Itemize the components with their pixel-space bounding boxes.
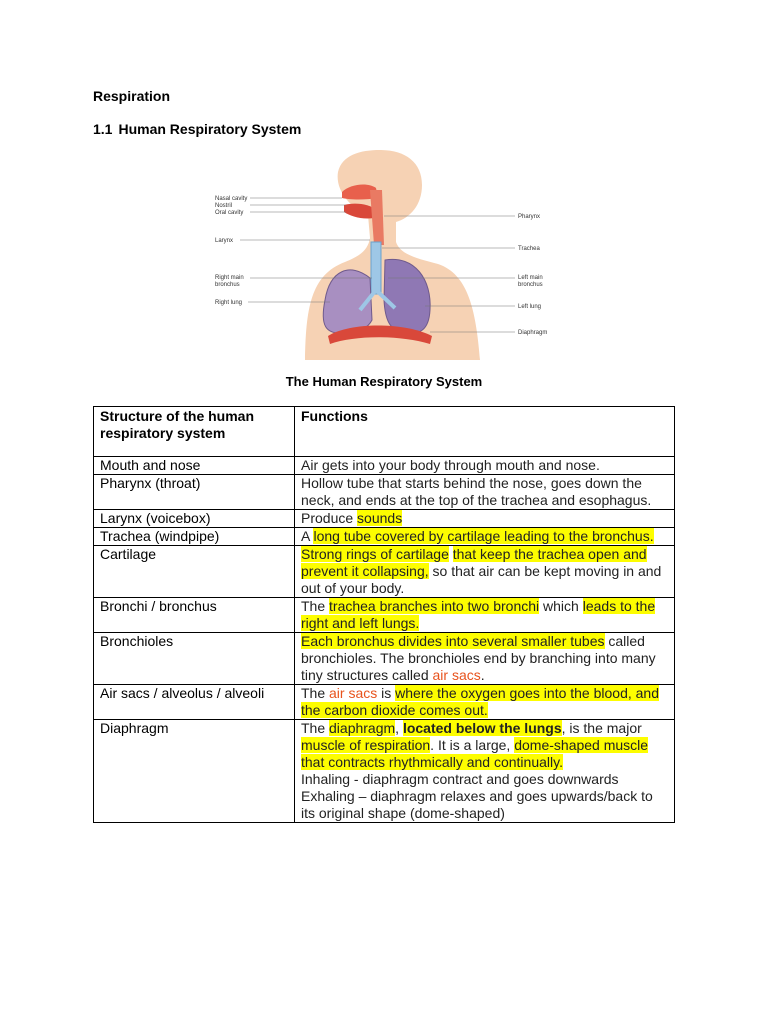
function-cell: Hollow tube that starts behind the nose, goes down the neck, and ends at the top of the trachea and esophagus. xyxy=(295,475,675,510)
function-cell xyxy=(295,598,675,633)
highlight-run: that keep the trachea open and prevent it collapsing, xyxy=(301,546,647,579)
figure-caption: The Human Respiratory System xyxy=(285,374,483,389)
respiratory-system-figure xyxy=(210,150,560,360)
text-run: Produce xyxy=(301,510,358,526)
label-trachea: Trachea xyxy=(518,246,540,252)
label-left-lung: Left lung xyxy=(518,304,542,310)
exhaling-line: Exhaling – diaphragm relaxes and goes upwards/back to its original shape (dome-shaped) xyxy=(301,788,653,821)
highlight-run: long tube covered by cartilage leading to the bronchus. xyxy=(313,528,654,544)
label-left-bronchus: bronchus xyxy=(518,282,543,288)
highlight-run: trachea branches into two bronchi xyxy=(329,598,540,614)
structure-cell: Mouth and nose xyxy=(94,457,295,475)
highlight-run: Each bronchus divides into several smaller tubes xyxy=(301,633,605,649)
table-row xyxy=(94,528,675,546)
respiratory-table xyxy=(93,406,675,823)
red-text-run: air sacs xyxy=(329,685,378,701)
label-oral-cavity: Oral cavity xyxy=(215,210,244,216)
header-structure: Structure of the human respiratory system xyxy=(94,407,295,457)
text-run: is xyxy=(377,685,396,701)
table-row xyxy=(94,510,675,528)
label-larynx: Larynx xyxy=(215,238,234,244)
label-nasal-cavity: Nasal cavity xyxy=(215,196,248,202)
structure-cell: Cartilage xyxy=(94,546,295,598)
structure-cell: Pharynx (throat) xyxy=(94,475,295,510)
function-cell xyxy=(295,510,675,528)
function-cell xyxy=(295,528,675,546)
text-run: , xyxy=(395,720,403,736)
structure-cell: Larynx (voicebox) xyxy=(94,510,295,528)
text-run: , is the major xyxy=(561,720,642,736)
structure-cell: Bronchioles xyxy=(94,633,295,685)
table-row xyxy=(94,475,675,510)
table-row xyxy=(94,720,675,823)
text-run: so that air can be kept moving in and out of your body. xyxy=(301,563,662,596)
text-run: . It is a large, xyxy=(430,737,515,753)
table-row xyxy=(94,685,675,720)
function-cell xyxy=(295,633,675,685)
highlight-run: dome-shaped muscle that contracts rhythmically and continually. xyxy=(301,737,649,770)
structure-cell: Bronchi / bronchus xyxy=(94,598,295,633)
table-header-row xyxy=(94,407,675,457)
section-number: 1.1 xyxy=(93,121,113,137)
text-run: which xyxy=(539,598,583,614)
label-pharynx: Pharynx xyxy=(518,214,541,220)
structure-cell: Air sacs / alveolus / alveoli xyxy=(94,685,295,720)
structure-cell: Trachea (windpipe) xyxy=(94,528,295,546)
label-diaphragm: Diaphragm xyxy=(518,330,548,336)
section-title-text: Human Respiratory System xyxy=(118,121,302,137)
label-left-main: Left main xyxy=(518,275,543,281)
text-run: . xyxy=(480,667,485,683)
function-cell xyxy=(295,546,675,598)
highlight-run: sounds xyxy=(357,510,403,526)
function-cell xyxy=(295,720,675,823)
highlight-run: where the oxygen goes into the blood, and the carbon dioxide comes out. xyxy=(301,685,660,718)
table-row xyxy=(94,546,675,598)
label-right-main: Right main xyxy=(215,275,244,281)
trachea xyxy=(371,242,381,294)
text-run: The xyxy=(301,720,330,736)
label-right-bronchus: bronchus xyxy=(215,282,240,288)
red-text-run: air sacs xyxy=(432,667,481,683)
section-title xyxy=(93,121,301,137)
label-right-lung: Right lung xyxy=(215,300,243,306)
text-run: The xyxy=(301,685,330,701)
table-row xyxy=(94,633,675,685)
header-functions: Functions xyxy=(295,407,675,457)
highlight-run: diaphragm xyxy=(329,720,396,736)
highlight-bold-run: located below the lungs xyxy=(402,720,562,736)
highlight-run: Strong rings of cartilage xyxy=(301,546,449,562)
label-nostril: Nostril xyxy=(215,203,233,209)
text-run: The xyxy=(301,598,330,614)
function-cell xyxy=(295,685,675,720)
page-title: Respiration xyxy=(93,88,171,104)
text-run: A xyxy=(301,528,314,544)
function-cell: Air gets into your body through mouth and nose. xyxy=(295,457,675,475)
inhaling-line: Inhaling - diaphragm contract and goes downwards xyxy=(301,771,619,787)
highlight-run: muscle of respiration xyxy=(301,737,431,753)
highlight-run: leads to the right and left lungs. xyxy=(301,598,656,631)
table-row xyxy=(94,598,675,633)
structure-cell: Diaphragm xyxy=(94,720,295,823)
table-row xyxy=(94,457,675,475)
text-run: called bronchioles. The bronchioles end by branching into many tiny structures called xyxy=(301,633,656,683)
